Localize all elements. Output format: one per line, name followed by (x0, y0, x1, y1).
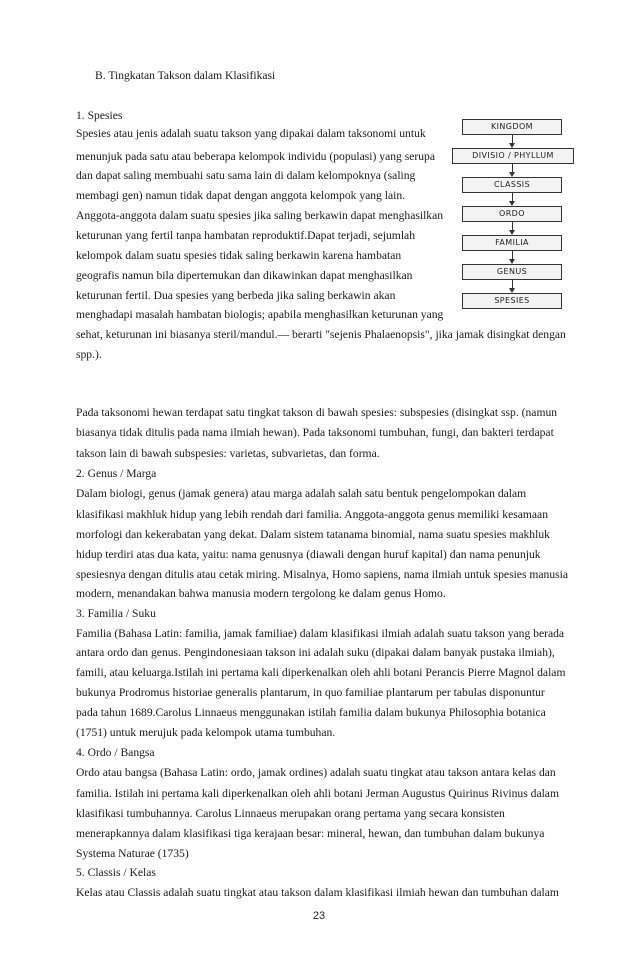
taxon-box-classis: CLASSIS (462, 177, 562, 193)
text-line: menghadapi masalah hambatan biologis; apabila menghasilkan keturunan yang (76, 308, 444, 321)
text-line: familia. Istilah ini pertama kali diperkenalkan oleh ahli botani Jerman Augustus Quirinus Rivinus dalam (76, 787, 559, 800)
taxon-box-kingdom: KINGDOM (462, 119, 562, 135)
arrow-down-icon (512, 280, 513, 289)
text-line: Anggota-anggota dalam suatu spesies jika saling berkawin dapat menghasilkan (76, 209, 444, 222)
text-line: kelompok dalam suatu spesies tidak saling berkawin karena hambatan (76, 249, 402, 262)
taxon-box-spesies: SPESIES (462, 293, 562, 309)
text-line: Kelas atau Classis adalah suatu tingkat atau takson dalam klasifikasi ilmiah hewan dan tumbuhan dalam (76, 886, 559, 899)
text-line: spp.). (76, 348, 102, 361)
text-line: Familia (Bahasa Latin: familia, jamak familiae) dalam klasifikasi ilmiah adalah suatu takson yang berada (76, 627, 565, 640)
text-line: bukunya Prodromus historiae generalis plantarum, in quo familiae plantarum per tabulas disponuntur (76, 686, 545, 699)
text-line: dan dapat saling membuahi satu sama lain di dalam kelompoknya (saling (76, 169, 416, 182)
text-line: Ordo atau bangsa (Bahasa Latin: ordo, jamak ordines) adalah suatu tingkat atau takson antara kelas dan (76, 766, 556, 779)
text-line: modern, menandakan bahwa manusia modern tergolong ke dalam genus Homo. (76, 587, 446, 600)
text-line: menunjuk pada satu atau beberapa kelompok individu (populasi) yang serupa (76, 150, 435, 163)
text-line: morfologi dan kekerabatan yang dekat. Dalam sistem tatanama binomial, nama suatu spesies makhluk (76, 528, 550, 541)
arrow-down-icon (512, 193, 513, 202)
text-line: famili, atau keluarga.Istilah ini pertama kali diperkenalkan oleh ahli botani Perancis Pierre Magnol dalam (76, 666, 566, 679)
taxonomy-hierarchy-diagram (452, 119, 574, 309)
page-number: 23 (312, 910, 326, 922)
text-line: membagi gen) namun tidak dapat dengan anggota kelompok yang lain. (76, 189, 406, 202)
section-heading: B. Tingkatan Takson dalam Klasifikasi (95, 69, 276, 82)
text-line: 2. Genus / Marga (76, 467, 157, 480)
text-line: 4. Ordo / Bangsa (76, 746, 155, 759)
text-line: pada tahun 1689.Carolus Linnaeus menggunakan istilah familia dalam bukunya Philosophia botanica (76, 706, 546, 719)
text-line: Dalam biologi, genus (jamak genera) atau marga adalah salah satu bentuk pengelompokan dalam (76, 487, 527, 500)
text-line: menerapkannya dalam klasifikasi tiga kerajaan besar: mineral, hewan, dan tumbuhan dalam bukunya (76, 827, 545, 840)
text-line: 5. Classis / Kelas (76, 866, 156, 879)
text-line: 3. Familia / Suku (76, 607, 156, 620)
arrow-down-icon (512, 164, 513, 173)
text-line: klasifikasi tumbuhannya. Carolus Linnaeus merupakan orang pertama yang secara konsisten (76, 807, 505, 820)
text-line: spesiesnya dengan ditulis atau cetak miring. Misalnya, Homo sapiens, nama ilmiah untuk spesies manusia (76, 568, 568, 581)
text-line: (1751) untuk merujuk pada kelompok utama tumbuhan. (76, 726, 336, 739)
arrow-down-icon (512, 135, 513, 144)
arrow-down-icon (512, 251, 513, 260)
taxon-box-familia: FAMILIA (462, 235, 562, 251)
text-line: keturunan yang fertil tanpa hambatan reproduktif.Dapat terjadi, sejumlah (76, 229, 415, 242)
text-line: sehat, keturunan ini biasanya steril/mandul.— berarti "sejenis Phalaenopsis", jika jamak disingkat dengan (76, 328, 566, 341)
text-line: antara ordo dan genus. Pengindonesiaan takson ini adalah suku (dipakai dalam banyak pustaka ilmiah), (76, 646, 555, 659)
text-line: klasifikasi makhluk hidup yang lebih rendah dari familia. Anggota-anggota genus memiliki kesamaan (76, 508, 549, 521)
text-line: biasanya tidak ditulis pada nama ilmiah hewan). Pada taksonomi tumbuhan, fungi, dan bakteri terdapat (76, 426, 554, 439)
text-line: geografis namun bila dipertemukan dan dikawinkan dapat menghasilkan (76, 269, 413, 282)
text-line: takson lain di bawah subspesies: varietas, subvarietas, dan forma. (76, 447, 380, 460)
text-line: hidup terdiri atas dua kata, yaitu: nama genusnya (diawali dengan huruf kapital) dan nama penunjuk (76, 548, 541, 561)
text-line: Systema Naturae (1735) (76, 847, 189, 860)
text-line: 1. Spesies (76, 109, 123, 122)
text-line: Pada taksonomi hewan terdapat satu tingkat takson di bawah spesies: subspesies (disingkat ssp. (namun (76, 406, 558, 419)
taxon-box-divisio: DIVISIO / PHYLLUM (452, 148, 574, 164)
taxon-box-ordo: ORDO (462, 206, 562, 222)
text-line: Spesies atau jenis adalah suatu takson yang dipakai dalam taksonomi untuk (76, 127, 426, 140)
taxon-box-genus: GENUS (462, 264, 562, 280)
arrow-down-icon (512, 222, 513, 231)
text-line: keturunan fertil. Dua spesies yang berbeda jika saling berkawin akan (76, 289, 396, 302)
